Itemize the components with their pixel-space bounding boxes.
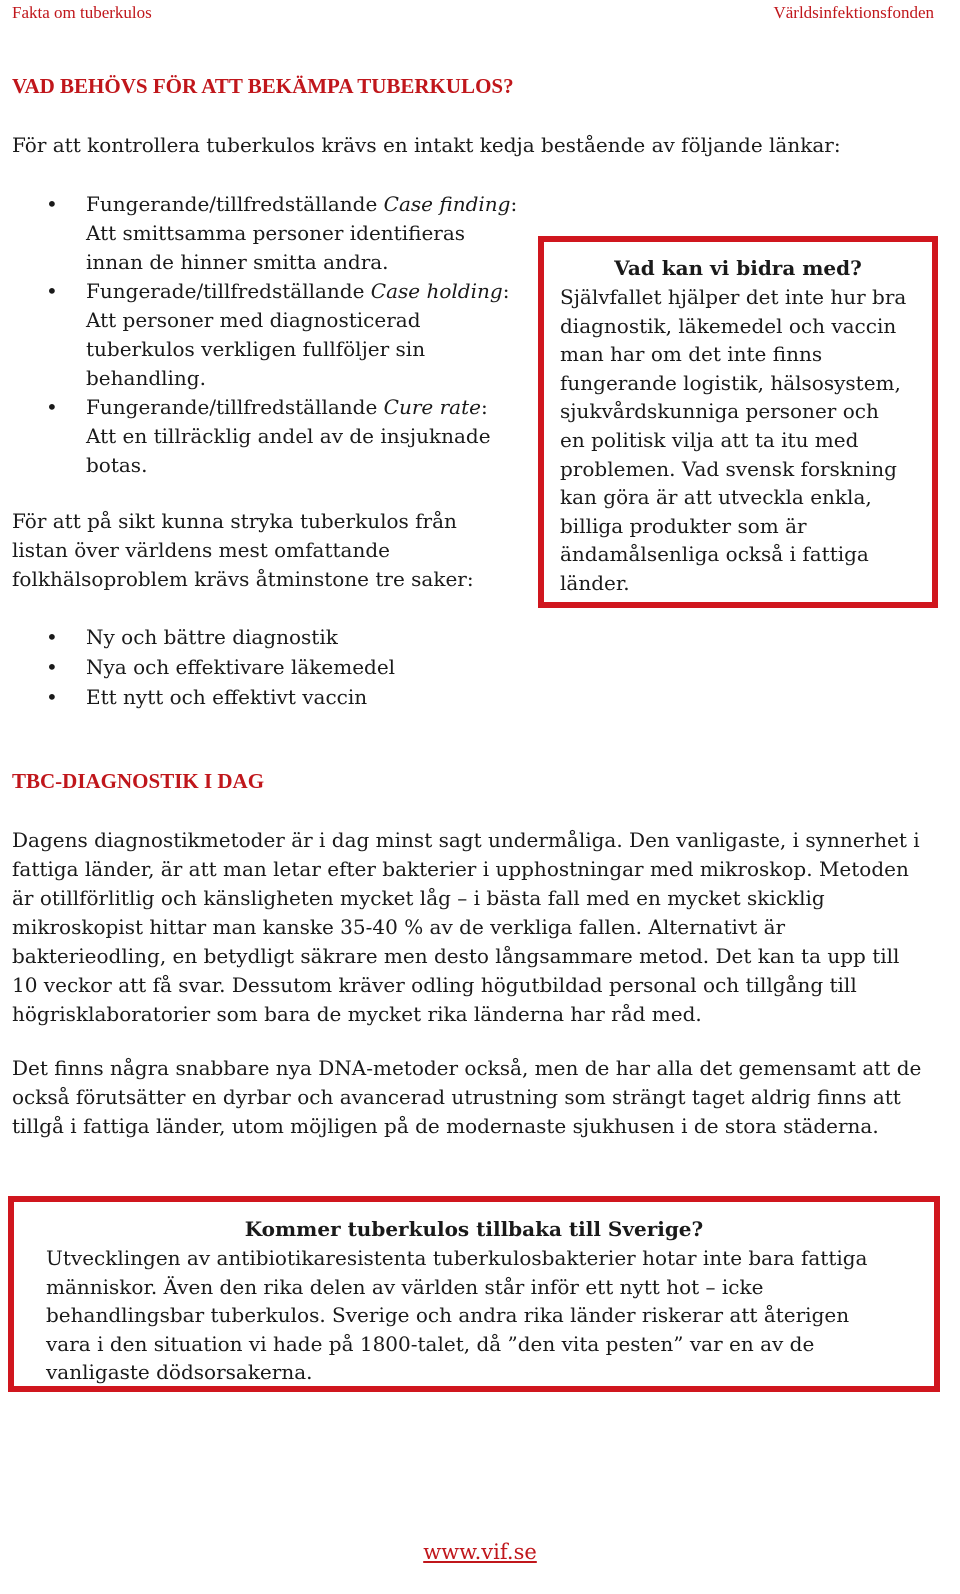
contribution-box (538, 236, 938, 608)
intro-paragraph: För att kontrollera tuberkulos krävs en intakt kedja bestående av följande länkar: (12, 133, 841, 157)
section-heading-diagnostics: TBC-DIAGNOSTIK I DAG (12, 769, 265, 793)
control-chain-list (0, 190, 517, 480)
diagnostics-paragraph-1: Dagens diagnostikmetoder är i dag minst sagt undermåliga. Den vanligaste, i synnerhet i fattiga länder, är att man letar efter bakterier i upphostningar med mikroskop. Metoden är otillförlitlig och känsligheten mycket låg – i bästa fall med en mycket skicklig mikroskopist hittar man kanske 35-40 % av de verkliga fallen. Alternativt är bakterieodling, en betydligt säkrare men desto långsammare metod. Det kan ta upp till 10 veckor att få svar. Dessutom kräver odling högutbildad personal och tillgång till högrisklaboratorier som bara de mycket rika länderna har råd med. (12, 828, 920, 1026)
list-item-case-holding: • Fungerade/tillfredställande Case holding: Att personer med diagnosticerad tuberkulos verkligen fullföljer sin behandling. (46, 279, 510, 390)
list-item-need: • Ett nytt och effektivt vaccin (0, 682, 395, 712)
list-item-case-finding: • Fungerande/tillfredställande Case finding: Att smittsamma personer identifieras innan de hinner smitta andra. (46, 192, 518, 274)
bullet-icon: • (46, 685, 58, 709)
list-item-need: • Nya och effektivare läkemedel (0, 652, 395, 682)
bullet-icon: • (46, 395, 58, 419)
list-item-cure-rate: • Fungerande/tillfredställande Cure rate: Att en tillräcklig andel av de insjuknade botas. (46, 395, 491, 477)
footer-website-link[interactable]: www.vif.se (423, 1540, 537, 1564)
needs-list (0, 622, 395, 712)
header-title: Fakta om tuberkulos (12, 3, 152, 22)
contribution-box-title: Vad kan vi bidra med? (614, 256, 862, 280)
header-organization: Världsinfektionsfonden (773, 3, 934, 22)
return-box-body: Utvecklingen av antibiotikaresistenta tuberkulosbakterier hotar inte bara fattiga människor. Även den rika delen av världen står inför ett nytt hot – icke behandlingsbar tuberkulos. Sverige och andra rika länder riskerar att återigen vara i den situation vi hade på 1800-talet, då ”den vita pesten” var en av de vanligaste dödsorsakerna. (46, 1246, 868, 1385)
three-needs-paragraph: För att på sikt kunna stryka tuberkulos från listan över världens mest omfattande folkhälsoproblem krävs åtminstone tre saker: (12, 509, 474, 591)
bullet-icon: • (46, 192, 58, 216)
bullet-icon: • (46, 279, 58, 303)
bullet-icon: • (46, 655, 58, 679)
diagnostics-paragraph-2: Det finns några snabbare nya DNA-metoder också, men de har alla det gemensamt att de också förutsätter en dyrbar och avancerad utrustning som strängt taget aldrig finns att tillgå i fattiga länder, utom möjligen på de modernaste sjukhusen i de stora städerna. (12, 1056, 922, 1138)
return-box-title: Kommer tuberkulos tillbaka till Sverige? (244, 1217, 704, 1241)
return-to-sweden-box (8, 1196, 940, 1392)
bullet-icon: • (46, 625, 58, 649)
section-heading-fight-tb: VAD BEHÖVS FÖR ATT BEKÄMPA TUBERKULOS? (12, 74, 514, 98)
list-item-need: • Ny och bättre diagnostik (0, 622, 395, 652)
contribution-box-body: Självfallet hjälper det inte hur bra diagnostik, läkemedel och vaccin man har om det inte finns fungerande logistik, hälsosystem, sjukvårdskunniga personer och en politisk vilja att ta itu med problemen. Vad svensk forskning kan göra är att utveckla enkla, billiga produkter som är ändamålsenliga också i fattiga länder. (560, 285, 907, 595)
